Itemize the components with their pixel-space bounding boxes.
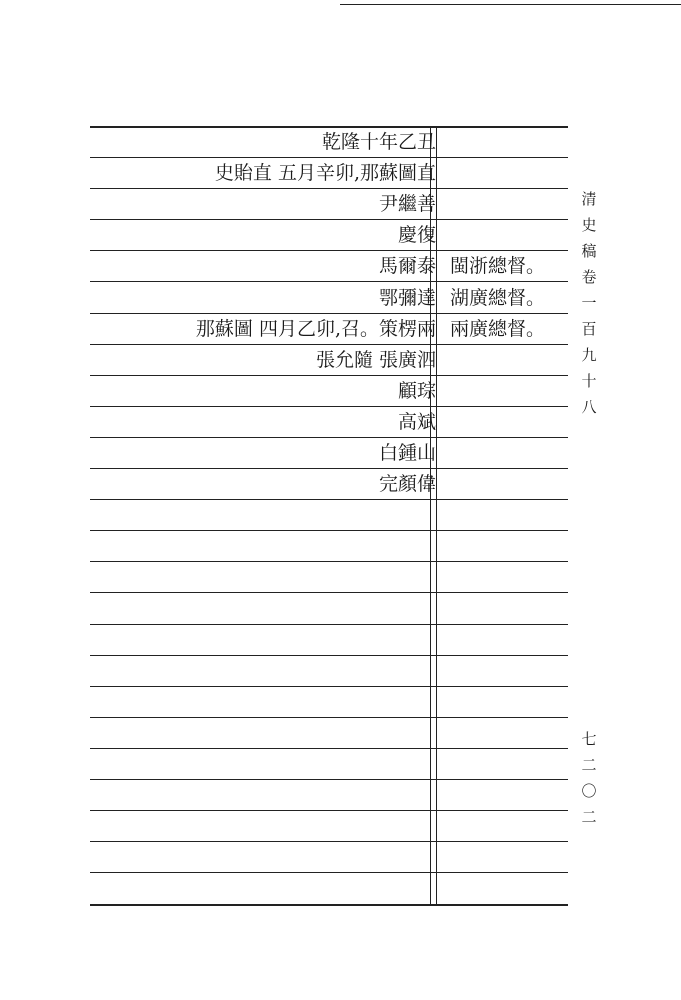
table-row [0, 628, 681, 652]
row-main-text: 史貽直 五月辛卯,那蘇圖直 [214, 162, 436, 185]
row-main-text: 尹繼善 [378, 193, 436, 216]
row-separator [90, 717, 568, 718]
table-row [0, 441, 681, 465]
row-separator [90, 530, 568, 531]
row-separator [90, 375, 568, 376]
row-separator [90, 748, 568, 749]
table-row [0, 690, 681, 714]
row-right-text: 閩浙總督。 [450, 255, 546, 278]
row-separator [90, 250, 568, 251]
table-row [0, 503, 681, 527]
page-top-rule [340, 4, 681, 5]
row-separator [90, 219, 568, 220]
row-main-text: 顧琮 [397, 379, 436, 402]
row-separator [90, 686, 568, 687]
row-main-text: 馬爾泰 [378, 255, 436, 278]
table-row [0, 161, 681, 185]
row-separator [90, 561, 568, 562]
book-title: 清 史 稿 卷 一 百 九 十 八 [581, 190, 597, 416]
row-right-text: 兩廣總督。 [450, 317, 546, 340]
page-number: 七 二 〇 二 [581, 730, 597, 826]
row-main-text: 完顏偉 [378, 473, 436, 496]
table-top-border [90, 126, 568, 128]
row-separator [90, 810, 568, 811]
table-row [0, 597, 681, 621]
row-separator [90, 188, 568, 189]
row-main-text: 鄂彌達 [378, 286, 436, 309]
row-separator [90, 313, 568, 314]
row-separator [90, 344, 568, 345]
row-separator [90, 468, 568, 469]
row-separator [90, 841, 568, 842]
table-bottom-border [90, 904, 568, 906]
row-separator [90, 655, 568, 656]
row-right-text: 湖廣總督。 [450, 286, 546, 309]
row-main-text: 高斌 [397, 410, 436, 433]
row-separator [90, 779, 568, 780]
row-separator [90, 624, 568, 625]
row-main-text: 張允隨 張廣泗 [315, 348, 436, 371]
table-row [0, 472, 681, 496]
row-separator [90, 592, 568, 593]
row-separator [90, 406, 568, 407]
row-main-text: 白鍾山 [378, 442, 436, 464]
row-main-text: 慶復 [397, 224, 436, 247]
table-row [0, 845, 681, 869]
row-separator [90, 437, 568, 438]
row-main-text: 乾隆十年乙丑 [321, 131, 436, 153]
table-row [0, 130, 681, 154]
row-separator [90, 872, 568, 873]
row-main-text: 那蘇圖 四月乙卯,召。策楞兩 [195, 317, 436, 340]
table-row [0, 659, 681, 683]
table-row [0, 565, 681, 589]
row-separator [90, 281, 568, 282]
table-row [0, 534, 681, 558]
row-separator [90, 157, 568, 158]
row-separator [90, 499, 568, 500]
